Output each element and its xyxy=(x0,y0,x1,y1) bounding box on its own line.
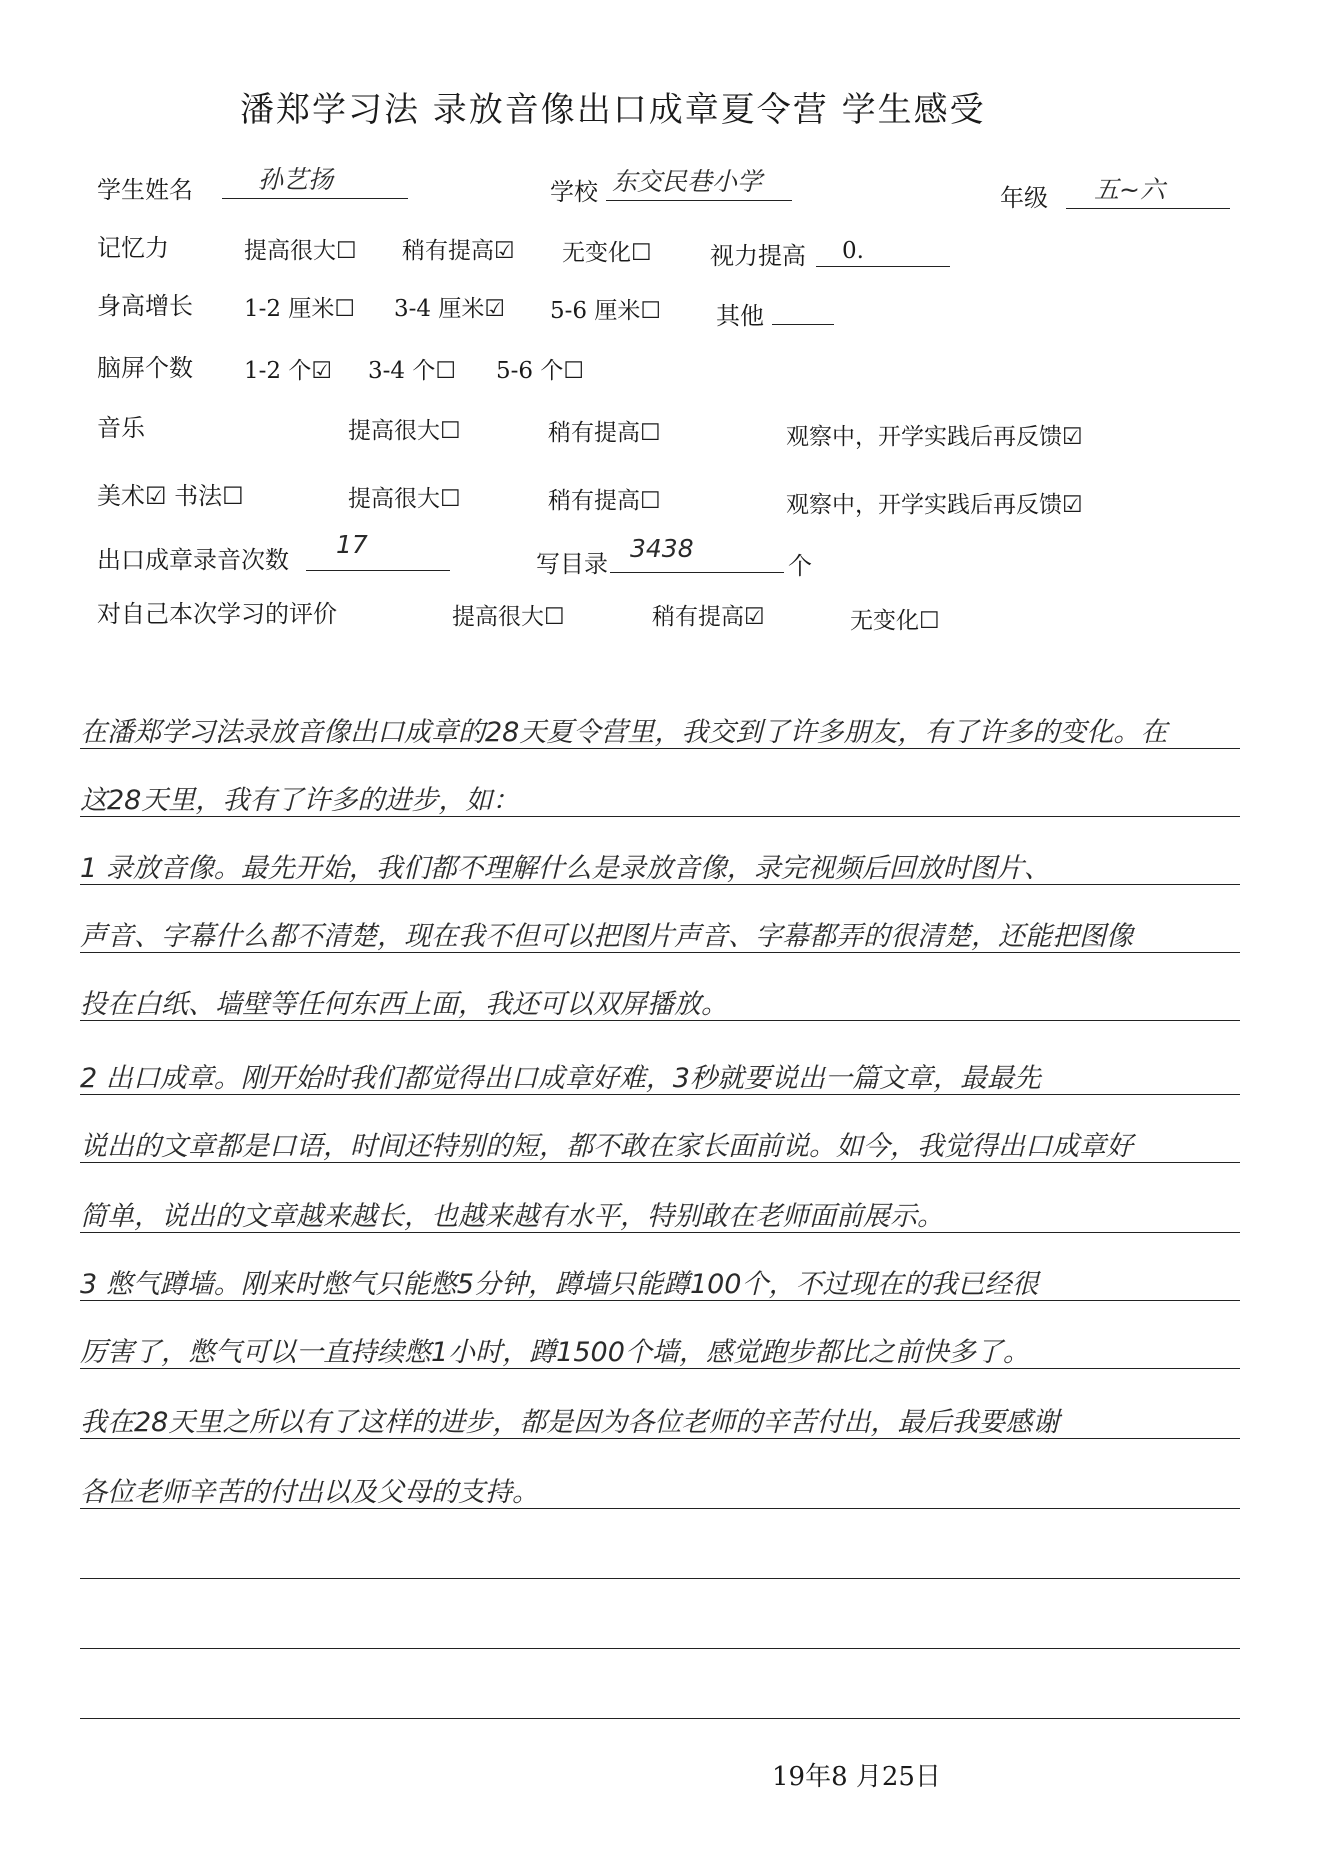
height-other-label: 其他 xyxy=(716,302,764,330)
form-date: 19年8 月25日 xyxy=(772,1762,941,1792)
essay-line: 投在白纸、墙壁等任何东西上面，我还可以双屏播放。 xyxy=(80,989,728,1020)
student-name-label: 学生姓名 xyxy=(97,176,193,204)
essay-line: 2 出口成章。刚开始时我们都觉得出口成章好难，3秒就要说出一篇文章，最最先 xyxy=(80,1063,1041,1094)
music-label: 音乐 xyxy=(97,414,145,442)
essay-rule-13 xyxy=(80,1578,1240,1579)
art-label: 美术☑ 书法☐ xyxy=(97,482,244,510)
grade-value: 五~六 xyxy=(1094,175,1165,204)
memory-option-big: 提高很大☐ xyxy=(244,238,357,264)
memory-option-none: 无变化☐ xyxy=(562,240,652,266)
form-title: 潘郑学习法 录放音像出口成章夏令营 学生感受 xyxy=(240,90,986,130)
student-name-value: 孙艺扬 xyxy=(258,165,334,194)
essay-line: 在潘郑学习法录放音像出口成章的28天夏令营里，我交到了许多朋友，有了许多的变化。在 xyxy=(80,717,1168,748)
catalog-unit: 个 xyxy=(788,552,812,580)
height-other-underline xyxy=(772,294,834,325)
art-option-slight: 稍有提高☐ xyxy=(548,488,661,514)
vision-value: 0. xyxy=(842,238,864,264)
height-label: 身高增长 xyxy=(97,292,193,320)
recording-count-value: 17 xyxy=(336,530,368,559)
height-option-5-6: 5-6 厘米☐ xyxy=(550,298,661,324)
self-eval-label: 对自己本次学习的评价 xyxy=(97,600,337,628)
essay-line: 我在28天里之所以有了这样的进步，都是因为各位老师的辛苦付出，最后我要感谢 xyxy=(80,1407,1060,1438)
essay-line: 厉害了，憋气可以一直持续憋1小时，蹲1500个墙，感觉跑步都比之前快多了。 xyxy=(80,1337,1030,1368)
essay-line: 3 憋气蹲墙。刚来时憋气只能憋5分钟，蹲墙只能蹲100个，不过现在的我已经很 xyxy=(80,1269,1039,1300)
height-option-1-2: 1-2 厘米☐ xyxy=(244,296,355,322)
music-option-observe: 观察中，开学实践后再反馈☑ xyxy=(786,424,1083,450)
essay-rule-14 xyxy=(80,1648,1240,1649)
music-option-slight: 稍有提高☐ xyxy=(548,420,661,446)
music-option-big: 提高很大☐ xyxy=(348,418,461,444)
school-label: 学校 xyxy=(550,178,598,206)
essay-line: 各位老师辛苦的付出以及父母的支持。 xyxy=(80,1477,539,1508)
art-option-observe: 观察中，开学实践后再反馈☑ xyxy=(786,492,1083,518)
essay-rule-15 xyxy=(80,1718,1240,1719)
essay-line: 1 录放音像。最先开始，我们都不理解什么是录放音像，录完视频后回放时图片、 xyxy=(80,853,1051,884)
school-value: 东交民巷小学 xyxy=(612,167,763,196)
brain-option-5-6: 5-6 个☐ xyxy=(496,358,584,384)
height-option-3-4: 3-4 厘米☑ xyxy=(394,296,505,322)
essay-line: 简单，说出的文章越来越长，也越来越有水平，特别敢在老师面前展示。 xyxy=(80,1201,944,1232)
self-eval-option-big: 提高很大☐ xyxy=(452,604,565,630)
brain-label: 脑屏个数 xyxy=(97,354,193,382)
grade-label: 年级 xyxy=(1000,184,1048,212)
brain-option-1-2: 1-2 个☑ xyxy=(244,358,332,384)
vision-label: 视力提高 xyxy=(710,242,806,270)
vision-underline xyxy=(816,236,950,267)
recording-count-underline xyxy=(306,540,450,571)
memory-label: 记忆力 xyxy=(97,234,169,262)
essay-line: 声音、字幕什么都不清楚，现在我不但可以把图片声音、字幕都弄的很清楚，还能把图像 xyxy=(80,921,1133,952)
memory-option-slight: 稍有提高☑ xyxy=(402,238,515,264)
essay-line: 这28天里，我有了许多的进步，如： xyxy=(80,785,520,816)
catalog-label: 写目录 xyxy=(536,550,608,578)
self-eval-option-slight: 稍有提高☑ xyxy=(652,604,765,630)
brain-option-3-4: 3-4 个☐ xyxy=(368,358,456,384)
art-option-big: 提高很大☐ xyxy=(348,486,461,512)
recording-count-label: 出口成章录音次数 xyxy=(97,546,289,574)
catalog-value: 3438 xyxy=(630,534,694,563)
self-eval-option-none: 无变化☐ xyxy=(850,608,940,634)
essay-line: 说出的文章都是口语，时间还特别的短，都不敢在家长面前说。如今，我觉得出口成章好 xyxy=(80,1131,1133,1162)
